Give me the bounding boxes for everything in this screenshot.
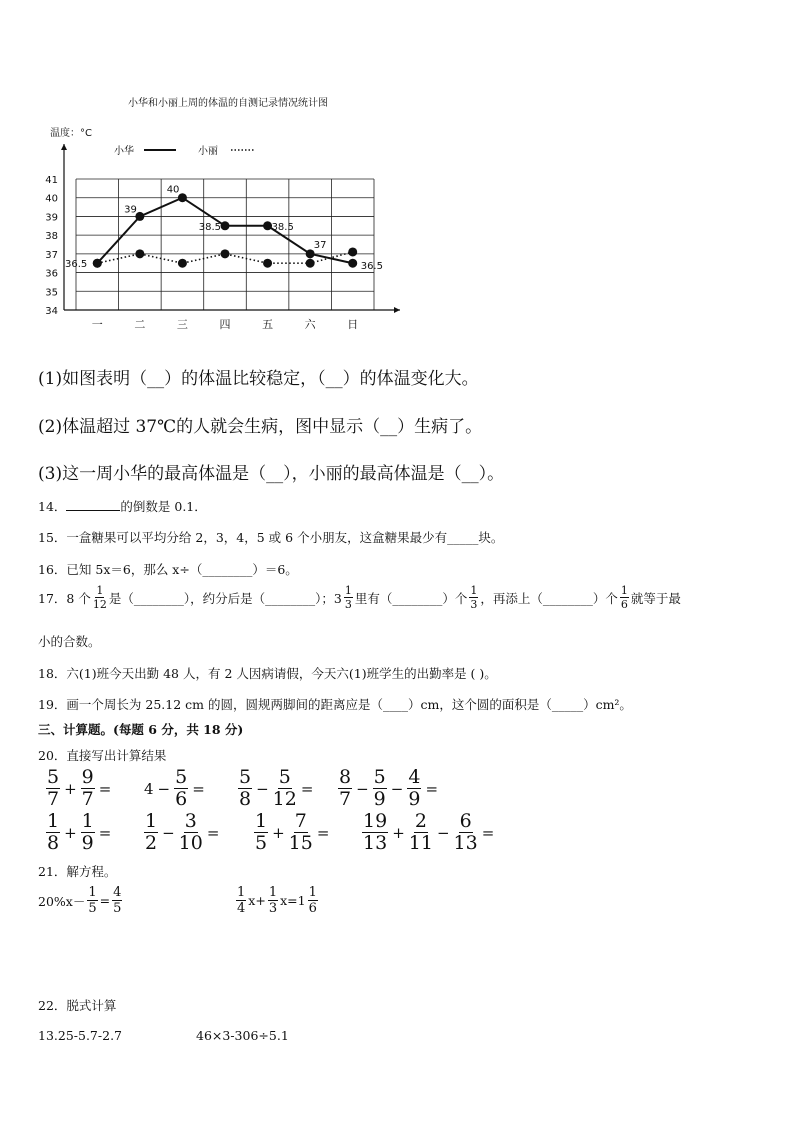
y-tick-label: 41 — [45, 175, 58, 186]
question-14 — [38, 497, 207, 515]
denominator: 13 — [453, 832, 478, 854]
fraction — [236, 886, 246, 915]
denominator: 5 — [113, 901, 122, 916]
fraction — [338, 768, 352, 809]
denominator: 9 — [408, 788, 421, 810]
question-15: 15．一盒糖果可以平均分给 2，3，4，5 或 6 个小朋友，这盒糖果最少有_____块。 — [38, 530, 504, 545]
q17-part5: 就等于最 — [630, 590, 681, 606]
numerator: 6 — [459, 810, 472, 832]
numerator: 3 — [184, 810, 197, 832]
eq2-term: x+ — [248, 893, 266, 908]
q17-part1: 17．8 个 — [38, 590, 91, 606]
plus-sign: + — [272, 823, 285, 842]
numerator: 1 — [620, 584, 628, 597]
minus-sign: − — [157, 779, 171, 798]
fraction — [308, 886, 318, 915]
plus-sign: + — [64, 779, 77, 798]
equals-sign: = — [206, 823, 220, 842]
data-point-xiaohua — [348, 259, 357, 268]
denominator: 9 — [81, 832, 94, 854]
calc-expression-1: 13.25-5.7-2.7 — [38, 1028, 122, 1043]
numerator: 1 — [308, 885, 317, 900]
q17-line2: 小的合数。 — [38, 634, 101, 649]
denominator: 8 — [47, 832, 60, 854]
y-tick-label: 35 — [45, 287, 58, 299]
calc-1b — [142, 768, 236, 809]
x-axis-arrow — [394, 307, 400, 313]
equals-sign: = — [98, 779, 112, 798]
x-tick-label: 六 — [304, 318, 316, 331]
equals-sign: = — [192, 779, 205, 798]
fraction — [238, 768, 252, 809]
calc-1d — [336, 768, 440, 809]
numerator: 5 — [47, 766, 60, 788]
question-16: 16．已知 5x＝6，那么 x÷（________）＝6。 — [38, 562, 298, 577]
calc-row-1 — [44, 768, 440, 809]
x-tick-label: 一 — [91, 318, 103, 331]
fraction — [362, 812, 388, 853]
y-axis-label: 温度：°C — [50, 128, 92, 139]
question-20: 20．直接写出计算结果 — [38, 748, 167, 763]
question-3: (3)这一周小华的最高体温是（__），小丽的最高体温是（__）。 — [38, 464, 505, 484]
question-1: (1)如图表明（__）的体温比较稳定，（__）的体温变化大。 — [38, 369, 479, 389]
fraction — [273, 768, 297, 809]
minus-sign: − — [256, 779, 269, 798]
equation-2 — [234, 886, 320, 915]
question-18: 18．六(1)班今天出勤 48 人，有 2 人因病请假，今天六(1)班学生的出勤率是 ( )。 — [38, 666, 497, 681]
numerator: 1 — [88, 885, 97, 900]
calc-1a — [44, 768, 142, 809]
minus-sign: − — [162, 823, 175, 842]
fraction — [81, 812, 95, 853]
question-2: (2)体温超过 37℃的人就会生病，图中显示（__）生病了。 — [38, 417, 483, 437]
denominator: 11 — [408, 832, 433, 854]
numerator: 4 — [113, 885, 122, 900]
fraction — [174, 768, 188, 809]
q17-fraction-3 — [469, 585, 478, 610]
denominator: 6 — [308, 901, 317, 916]
chart-title: 小华和小丽上周的体温的自测记录情况统计图 — [128, 98, 328, 109]
q17-part2: 是（________），约分后是（________）；3 — [108, 590, 342, 606]
fraction — [289, 812, 313, 853]
fraction — [454, 812, 478, 853]
minus-sign: − — [356, 779, 369, 798]
data-label-xiaohua: 36.5 — [65, 259, 88, 271]
legend-label-xiaohua: 小华 — [114, 146, 134, 157]
fraction — [81, 768, 95, 809]
x-tick-label: 五 — [262, 318, 274, 331]
equals-sign: = — [481, 823, 495, 842]
numerator: 1 — [47, 810, 60, 832]
denominator: 8 — [239, 788, 252, 810]
y-tick-label: 39 — [45, 212, 58, 224]
calc-2a — [44, 812, 142, 853]
data-point-xiaoli — [221, 249, 230, 258]
denominator: 12 — [272, 788, 297, 810]
y-tick-label: 38 — [45, 231, 58, 243]
data-label-xiaohua: 39 — [124, 204, 137, 216]
fraction — [409, 812, 433, 853]
equals-sign: = — [98, 823, 112, 842]
y-tick-label: 37 — [45, 249, 58, 261]
q17-fraction-4 — [620, 585, 629, 610]
denominator: 15 — [288, 832, 313, 854]
equals-sign: = — [300, 779, 314, 798]
numerator: 2 — [414, 810, 427, 832]
question-17 — [38, 585, 681, 610]
x-tick-label: 日 — [347, 318, 359, 331]
data-label-xiaohua: 37 — [313, 239, 327, 251]
legend-label-xiaoli: 小丽 — [198, 146, 218, 157]
calc-2d — [360, 812, 496, 853]
denominator: 4 — [237, 901, 246, 916]
denominator: 7 — [339, 788, 352, 810]
equals-sign: = — [425, 779, 439, 798]
numerator: 1 — [81, 810, 94, 832]
eq1-prefix: 20%x－ — [38, 893, 86, 909]
numerator: 5 — [239, 766, 252, 788]
fraction — [373, 768, 387, 809]
fraction — [407, 768, 421, 809]
denominator: 13 — [363, 832, 388, 854]
denominator: 3 — [470, 598, 478, 611]
y-tick-label: 40 — [45, 193, 58, 205]
denominator: 3 — [268, 901, 278, 916]
data-point-xiaoli — [306, 259, 315, 268]
denominator: 12 — [92, 598, 107, 611]
fraction — [112, 886, 122, 915]
fraction — [144, 812, 158, 853]
calc-2b — [142, 812, 252, 853]
fraction — [254, 812, 268, 853]
fraction — [268, 886, 278, 915]
denominator: 10 — [178, 832, 203, 854]
minus-sign: − — [390, 779, 404, 798]
data-point-xiaoli — [263, 259, 272, 268]
denominator: 2 — [145, 832, 158, 854]
data-label-xiaohua: 40 — [166, 184, 180, 196]
data-label-xiaohua: 36.5 — [360, 261, 383, 273]
chart-svg — [28, 88, 408, 338]
denominator: 5 — [88, 901, 97, 916]
numerator: 1 — [96, 584, 104, 597]
numerator: 7 — [294, 810, 307, 832]
question-22: 22．脱式计算 — [38, 998, 117, 1013]
fraction — [179, 812, 203, 853]
data-point-xiaoli — [135, 249, 144, 258]
equals-sign: = — [316, 823, 330, 842]
temperature-chart — [28, 88, 408, 338]
numerator: 1 — [237, 885, 246, 900]
equation-1 — [38, 886, 124, 915]
denominator: 5 — [255, 832, 268, 854]
fraction — [46, 768, 60, 809]
calc-1c — [236, 768, 336, 809]
denominator: 6 — [620, 598, 628, 611]
q14-blank — [66, 498, 120, 511]
fraction — [46, 812, 60, 853]
numerator: 1 — [470, 584, 478, 597]
x-tick-label: 三 — [176, 318, 188, 331]
numerator: 19 — [363, 810, 388, 832]
data-label-xiaohua: 38.5 — [198, 221, 221, 233]
calc-2c — [252, 812, 360, 853]
equals-sign: = — [99, 893, 111, 908]
q17-part4: ，再添上（________）个 — [480, 590, 618, 606]
denominator: 9 — [373, 788, 386, 810]
denominator: 6 — [175, 788, 188, 810]
numerator: 9 — [81, 766, 94, 788]
data-label-xiaohua: 38.5 — [271, 221, 294, 233]
numerator: 4 — [408, 766, 421, 788]
q17-fraction-1 — [93, 585, 107, 610]
numerator: 1 — [268, 885, 278, 900]
minus-sign: − — [436, 823, 450, 842]
whole-number: 4 — [144, 779, 154, 798]
data-point-xiaoli — [178, 259, 187, 268]
question-19: 19．画一个周长为 25.12 cm 的圆，圆规两脚间的距离应是（____）cm，这个圆的面积是（_____）cm²。 — [38, 697, 632, 712]
numerator: 8 — [339, 766, 352, 788]
data-point-xiaoli — [348, 247, 357, 256]
numerator: 1 — [344, 584, 352, 597]
data-point-xiaohua — [221, 221, 230, 230]
fraction — [87, 886, 97, 915]
denominator: 3 — [344, 598, 352, 611]
eq2-term: x=1 — [280, 893, 306, 908]
calc-row-2 — [44, 812, 496, 853]
q17-fraction-2 — [344, 585, 353, 610]
y-tick-label: 36 — [45, 268, 58, 280]
numerator: 1 — [255, 810, 268, 832]
question-21: 21．解方程。 — [38, 864, 117, 879]
y-axis-arrow — [61, 144, 67, 150]
x-tick-label: 二 — [134, 318, 146, 331]
q14-text: 的倒数是 0.1． — [120, 499, 207, 514]
data-point-xiaoli — [93, 259, 102, 268]
denominator: 7 — [47, 788, 60, 810]
denominator: 7 — [81, 788, 94, 810]
numerator: 1 — [145, 810, 158, 832]
plus-sign: + — [392, 823, 405, 842]
calc-expression-2: 46×3-306÷5.1 — [196, 1028, 289, 1043]
numerator: 5 — [373, 766, 386, 788]
numerator: 5 — [175, 766, 188, 788]
section-3-heading: 三、计算题。(每题 6 分，共 18 分) — [38, 722, 244, 737]
q14-number: 14． — [38, 499, 67, 514]
plus-sign: + — [64, 823, 77, 842]
q17-part3: 里有（________）个 — [354, 590, 468, 606]
x-tick-label: 四 — [219, 318, 231, 331]
y-tick-label: 34 — [45, 306, 58, 317]
numerator: 5 — [278, 766, 291, 788]
